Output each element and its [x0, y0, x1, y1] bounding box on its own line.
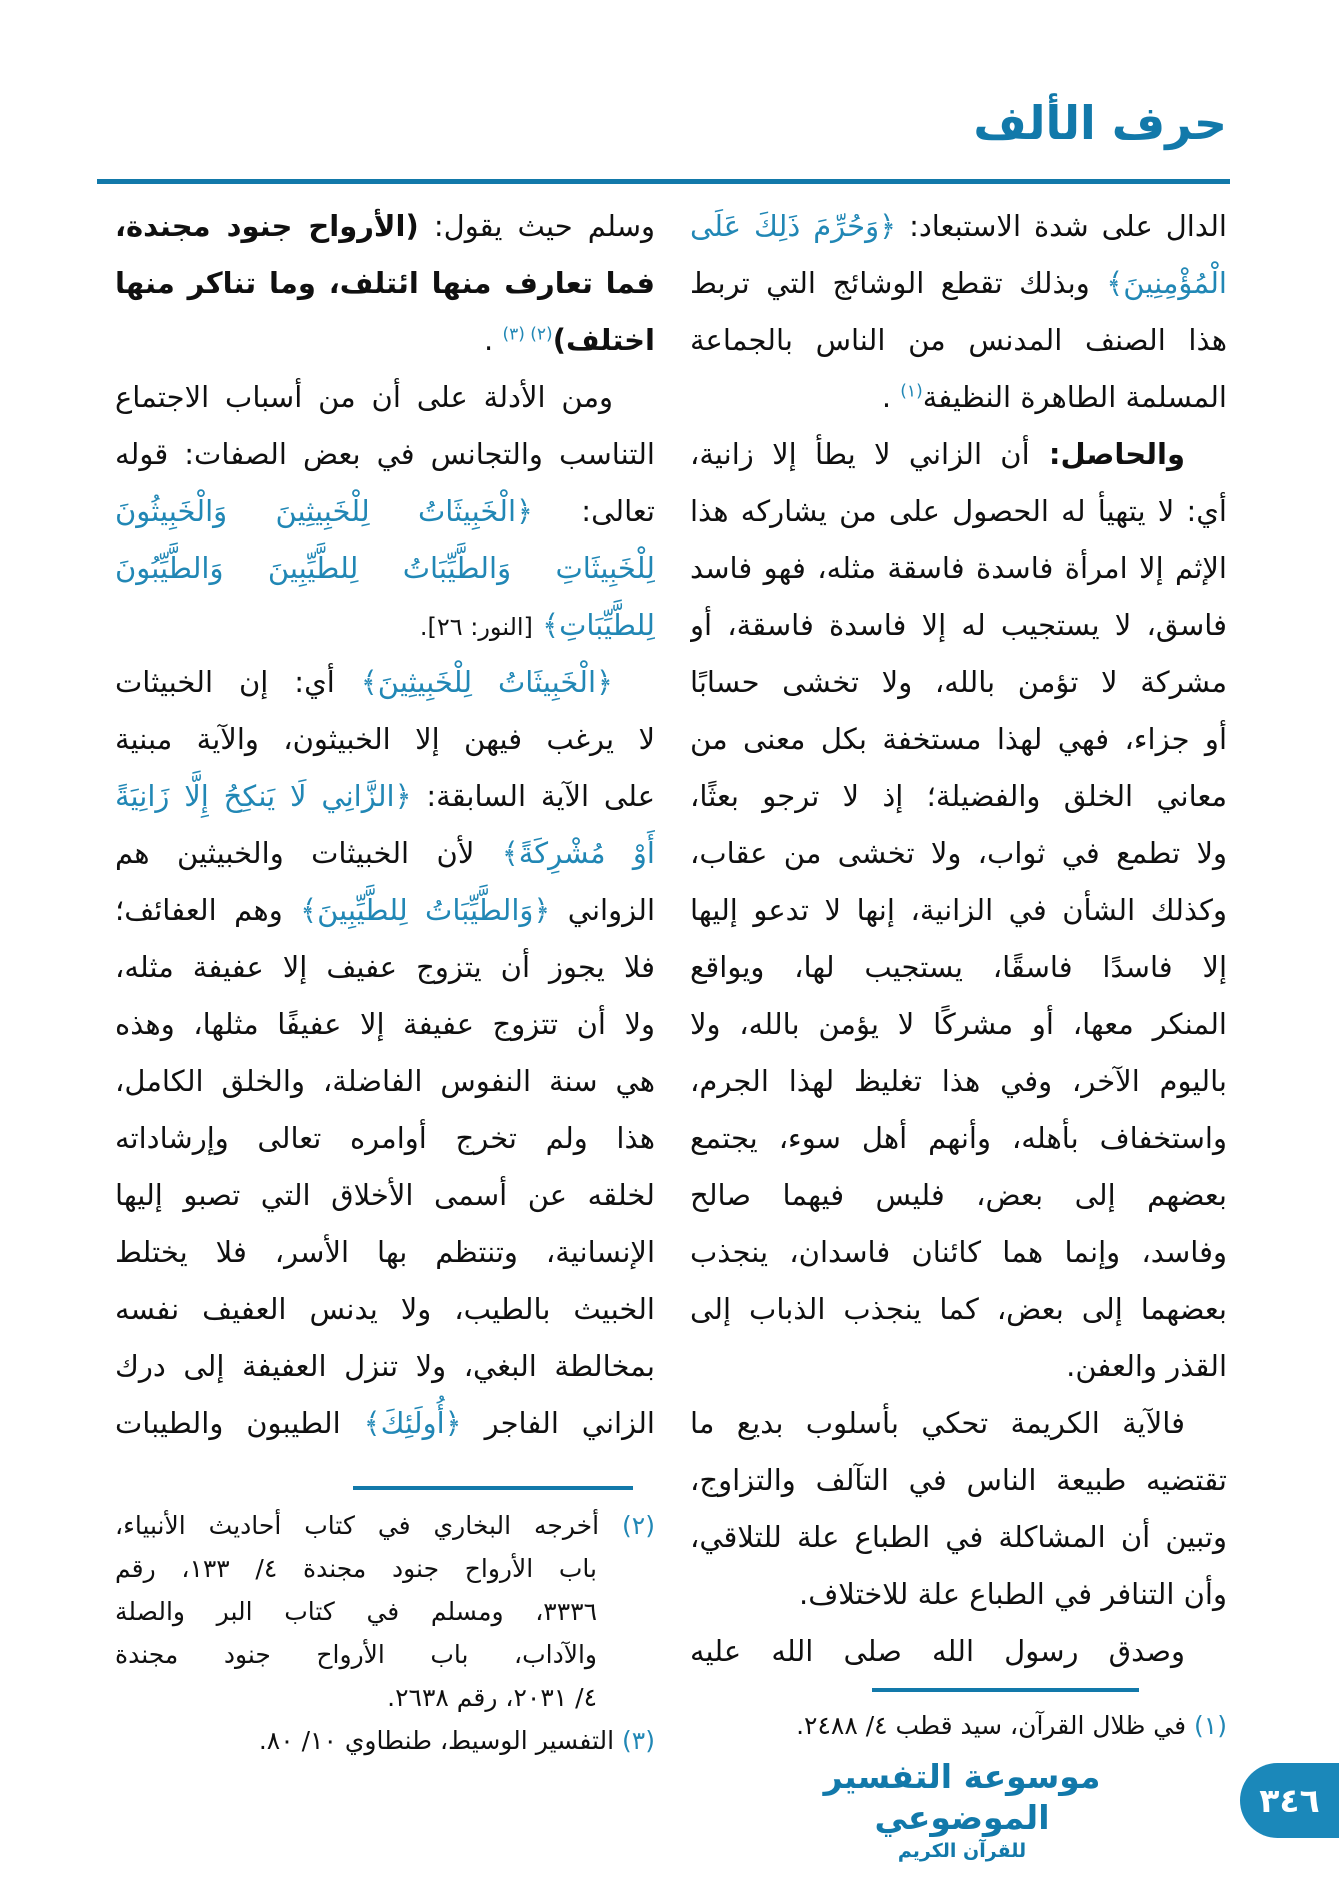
text-line [115, 1395, 655, 1452]
body-text: أي: إن الخبيثات [115, 665, 361, 699]
body-text: باب الأرواح جنود مجندة ٤/ ١٣٣، رقم [115, 1554, 597, 1583]
footnote-line [115, 1590, 655, 1633]
body-text: هي سنة النفوس الفاضلة، والخلق الكامل، [115, 1064, 655, 1098]
text-line [690, 1224, 1227, 1281]
body-text: ومن الأدلة على أن من أسباب الاجتماع [115, 380, 613, 414]
body-text: معاني الخلق والفضيلة؛ إذ لا ترجو بعثًا، [690, 779, 1227, 813]
footnote-line [115, 1719, 655, 1762]
body-text: التفسير الوسيط، طنطاوي ١٠/ ٨٠. [258, 1726, 623, 1755]
footnote-line [115, 1547, 655, 1590]
body-text: فلا يجوز أن يتزوج عفيف إلا عفيفة مثله، [115, 950, 655, 984]
body-text: أو جزاء، فهي لهذا مستخفة بكل معنى من [690, 722, 1227, 756]
text-line [690, 426, 1227, 483]
text-line [115, 1338, 655, 1395]
page-number: ٣٤٦ [1259, 1781, 1320, 1820]
quran-verse: ﴿الزَّانِي لَا يَنكِحُ إِلَّا زَانِيَةً [115, 779, 412, 813]
hadith-text: اختلف) [552, 323, 655, 357]
text-line [115, 996, 655, 1053]
body-text: واستخفاف بأهله، وأنهم أهل سوء، يجتمع [690, 1121, 1227, 1155]
text-line [115, 369, 655, 426]
text-line [115, 882, 655, 939]
footnote-ref: (٢) (٣) [502, 324, 553, 345]
body-text: بعضهما إلى بعض، كما ينجذب الذباب إلى [690, 1292, 1227, 1326]
text-line [690, 1110, 1227, 1167]
column-left [115, 198, 655, 1762]
body-text: الزاني الفاجر [461, 1406, 655, 1440]
body-text: هذا ولم تخرج أوامره تعالى وإرشاداته [115, 1121, 655, 1155]
footnote-separator [353, 1486, 633, 1490]
column-right [690, 198, 1227, 1747]
quran-verse: ﴿وَالطَّيِّبَاتُ لِلطَّيِّبِينَ﴾ [300, 893, 551, 927]
text-line [115, 255, 655, 312]
publisher-logo-subtitle: للقرآن الكريم [897, 1840, 1027, 1862]
body-text: التناسب والتجانس في بعض الصفات: قوله [115, 437, 655, 471]
body-text: ولا أن تتزوج عفيفة إلا عفيفًا مثلها، وهذه [115, 1007, 655, 1041]
body-text: باليوم الآخر، وفي هذا تغليظ لهذا الجرم، [690, 1064, 1227, 1098]
body-text: أن الزاني لا يطأ إلا زانية، [690, 437, 1030, 471]
body-text: ٣٣٣٦، ومسلم في كتاب البر والصلة [115, 1597, 597, 1626]
text-line [690, 1566, 1227, 1623]
body-text: ٤/ ٢٠٣١، رقم ٢٦٣٨. [387, 1683, 597, 1712]
text-line [690, 483, 1227, 540]
text-line [690, 1395, 1227, 1452]
surah-reference: [النور: ٢٦]. [419, 613, 533, 641]
text-line [115, 1167, 655, 1224]
text-line [115, 654, 655, 711]
body-text: لا يرغب فيهن إلا الخبيثون، والآية مبنية [115, 722, 655, 756]
body-text: فاسق، لا يستجيب له إلا فاسدة فاسقة، أو [690, 608, 1227, 642]
text-line [690, 882, 1227, 939]
text-line [115, 1053, 655, 1110]
body-text: وصدق رسول الله صلى الله عليه [690, 1634, 1185, 1668]
text-line [690, 996, 1227, 1053]
body-text: لخلقه عن أسمى الأخلاق التي تصبو إليها [115, 1178, 655, 1212]
body-text: تقتضيه طبيعة الناس في التآلف والتزاوج، [690, 1463, 1227, 1497]
text-line [690, 825, 1227, 882]
text-line [690, 312, 1227, 369]
body-text: وتبين أن المشاكلة في الطباع علة للتلاقي، [690, 1520, 1227, 1554]
text-line [115, 939, 655, 996]
body-text: على الآية السابقة: [411, 779, 655, 813]
body-text: الإنسانية، وتنتظم بها الأسر، فلا يختلط [115, 1235, 655, 1269]
quran-verse: ﴿الْخَبِيثَاتُ لِلْخَبِيثِينَ وَالْخَبِيثُونَ [115, 494, 533, 528]
footnote-marker: (١) [1194, 1711, 1227, 1740]
text-line [690, 1623, 1227, 1680]
text-line [690, 255, 1227, 312]
body-text: المنكر معها، أو مشركًا لا يؤمن بالله، ولا [690, 1007, 1227, 1041]
body-text: وبذلك تقطع الوشائج التي تربط [690, 266, 1107, 300]
hadith-text: فما تعارف منها ائتلف، وما تناكر منها [115, 266, 655, 300]
quran-verse: ﴿أُولَئِكَ﴾ [363, 1406, 462, 1440]
footnote-line [115, 1676, 655, 1719]
column-right-body [690, 198, 1227, 1680]
text-line [115, 312, 655, 369]
text-line [690, 654, 1227, 711]
footnote-separator [872, 1688, 1139, 1692]
footnote-ref: (١) [900, 381, 923, 402]
publisher-logo-title: موسوعة التفسير الموضوعي [823, 1756, 1101, 1837]
body-text: هذا الصنف المدنس من الناس بالجماعة [690, 323, 1227, 357]
body-text: أخرجه البخاري في كتاب أحاديث الأنبياء، [115, 1511, 623, 1540]
column-left-body [115, 198, 655, 1452]
body-text: إلا فاسدًا فاسقًا، يستجيب لها، ويواقع [690, 950, 1227, 984]
text-line [690, 1167, 1227, 1224]
body-text: ولا تطمع في ثواب، ولا تخشى من عقاب، [690, 836, 1227, 870]
body-text: الدال على شدة الاستبعاد: [896, 209, 1227, 243]
text-line [115, 825, 655, 882]
body-text [533, 608, 542, 642]
body-text: بمخالطة البغي، ولا تنزل العفيفة إلى درك [115, 1349, 655, 1383]
text-line [115, 540, 655, 597]
body-text: وهم العفائف؛ [115, 893, 301, 927]
footnote-line [690, 1704, 1227, 1747]
body-text: . [484, 323, 503, 357]
text-line [690, 540, 1227, 597]
text-line [690, 369, 1227, 426]
quran-verse: لِلطَّيِّبَاتِ﴾ [542, 608, 655, 642]
body-text: تعالى: [533, 494, 655, 528]
footnote-line [115, 1504, 655, 1547]
text-line [115, 1110, 655, 1167]
publisher-logo [807, 1756, 1117, 1863]
text-line [115, 768, 655, 825]
body-text: في ظلال القرآن، سيد قطب ٤/ ٢٤٨٨. [796, 1711, 1195, 1740]
text-line [690, 768, 1227, 825]
hadith-text: والحاصل: [1029, 437, 1185, 471]
body-text: وكذلك الشأن في الزانية، إنها لا تدعو إليها [690, 893, 1227, 927]
body-text: المسلمة الطاهرة النظيفة [922, 380, 1227, 414]
text-line [115, 426, 655, 483]
quran-verse: ﴿الْخَبِيثَاتُ لِلْخَبِيثِينَ﴾ [360, 665, 613, 699]
text-line [115, 1281, 655, 1338]
text-line [690, 1281, 1227, 1338]
text-line [690, 1338, 1227, 1395]
body-text: الإثم إلا امرأة فاسدة فاسقة مثله، فهو فاسد [690, 551, 1227, 585]
footnote-line [115, 1633, 655, 1676]
body-text: أي: لا يتهيأ له الحصول على من يشاركه هذا [690, 494, 1227, 528]
body-text: القذر والعفن. [1066, 1349, 1227, 1383]
footnote-marker: (٣) [622, 1726, 655, 1755]
header-rule [97, 179, 1230, 184]
text-line [690, 597, 1227, 654]
body-text: الخبيث بالطيب، ولا يدنس العفيف نفسه [115, 1292, 655, 1326]
body-text: وأن التنافر في الطباع علة للاختلاف. [798, 1577, 1227, 1611]
body-text: والآداب، باب الأرواح جنود مجندة [115, 1640, 597, 1669]
column-right-footnotes [690, 1704, 1227, 1747]
body-text: وفاسد، وإنما هما كائنان فاسدان، ينجذب [690, 1235, 1227, 1269]
body-text: . [881, 380, 901, 414]
column-left-footnotes [115, 1504, 655, 1762]
page-number-badge [1240, 1763, 1339, 1838]
quran-verse: لِلْخَبِيثَاتِ وَالطَّيِّبَاتُ لِلطَّيِّبِينَ وَالطَّيِّبُونَ [115, 551, 655, 585]
body-text: فالآية الكريمة تحكي بأسلوب بديع ما [690, 1406, 1185, 1440]
page-title: حرف الألف [973, 96, 1227, 150]
hadith-text: (الأرواح جنود مجندة، [115, 209, 419, 243]
quran-verse: أَوْ مُشْرِكَةً﴾ [501, 836, 655, 870]
body-text: بعضهم إلى بعض، فليس فيهما صالح [690, 1178, 1227, 1212]
text-line [690, 1053, 1227, 1110]
quran-verse: ﴿وَحُرِّمَ ذَلِكَ عَلَى [690, 209, 897, 243]
body-text: وسلم حيث يقول: [418, 209, 655, 243]
text-line [690, 1509, 1227, 1566]
text-line [115, 1224, 655, 1281]
body-text: لأن الخبيثات والخبيثين هم [115, 836, 502, 870]
body-text: الطيبون والطيبات [115, 1406, 364, 1440]
text-line [115, 483, 655, 540]
text-line [115, 711, 655, 768]
text-line [690, 711, 1227, 768]
body-text: مشركة لا تؤمن بالله، ولا تخشى حسابًا [690, 665, 1227, 699]
text-line [115, 198, 655, 255]
text-line [690, 939, 1227, 996]
text-line [115, 597, 655, 654]
text-line [690, 1452, 1227, 1509]
text-line [690, 198, 1227, 255]
quran-verse: الْمُؤْمِنِينَ﴾ [1106, 266, 1227, 300]
body-text: الزواني [550, 893, 655, 927]
footnote-marker: (٢) [622, 1511, 655, 1540]
